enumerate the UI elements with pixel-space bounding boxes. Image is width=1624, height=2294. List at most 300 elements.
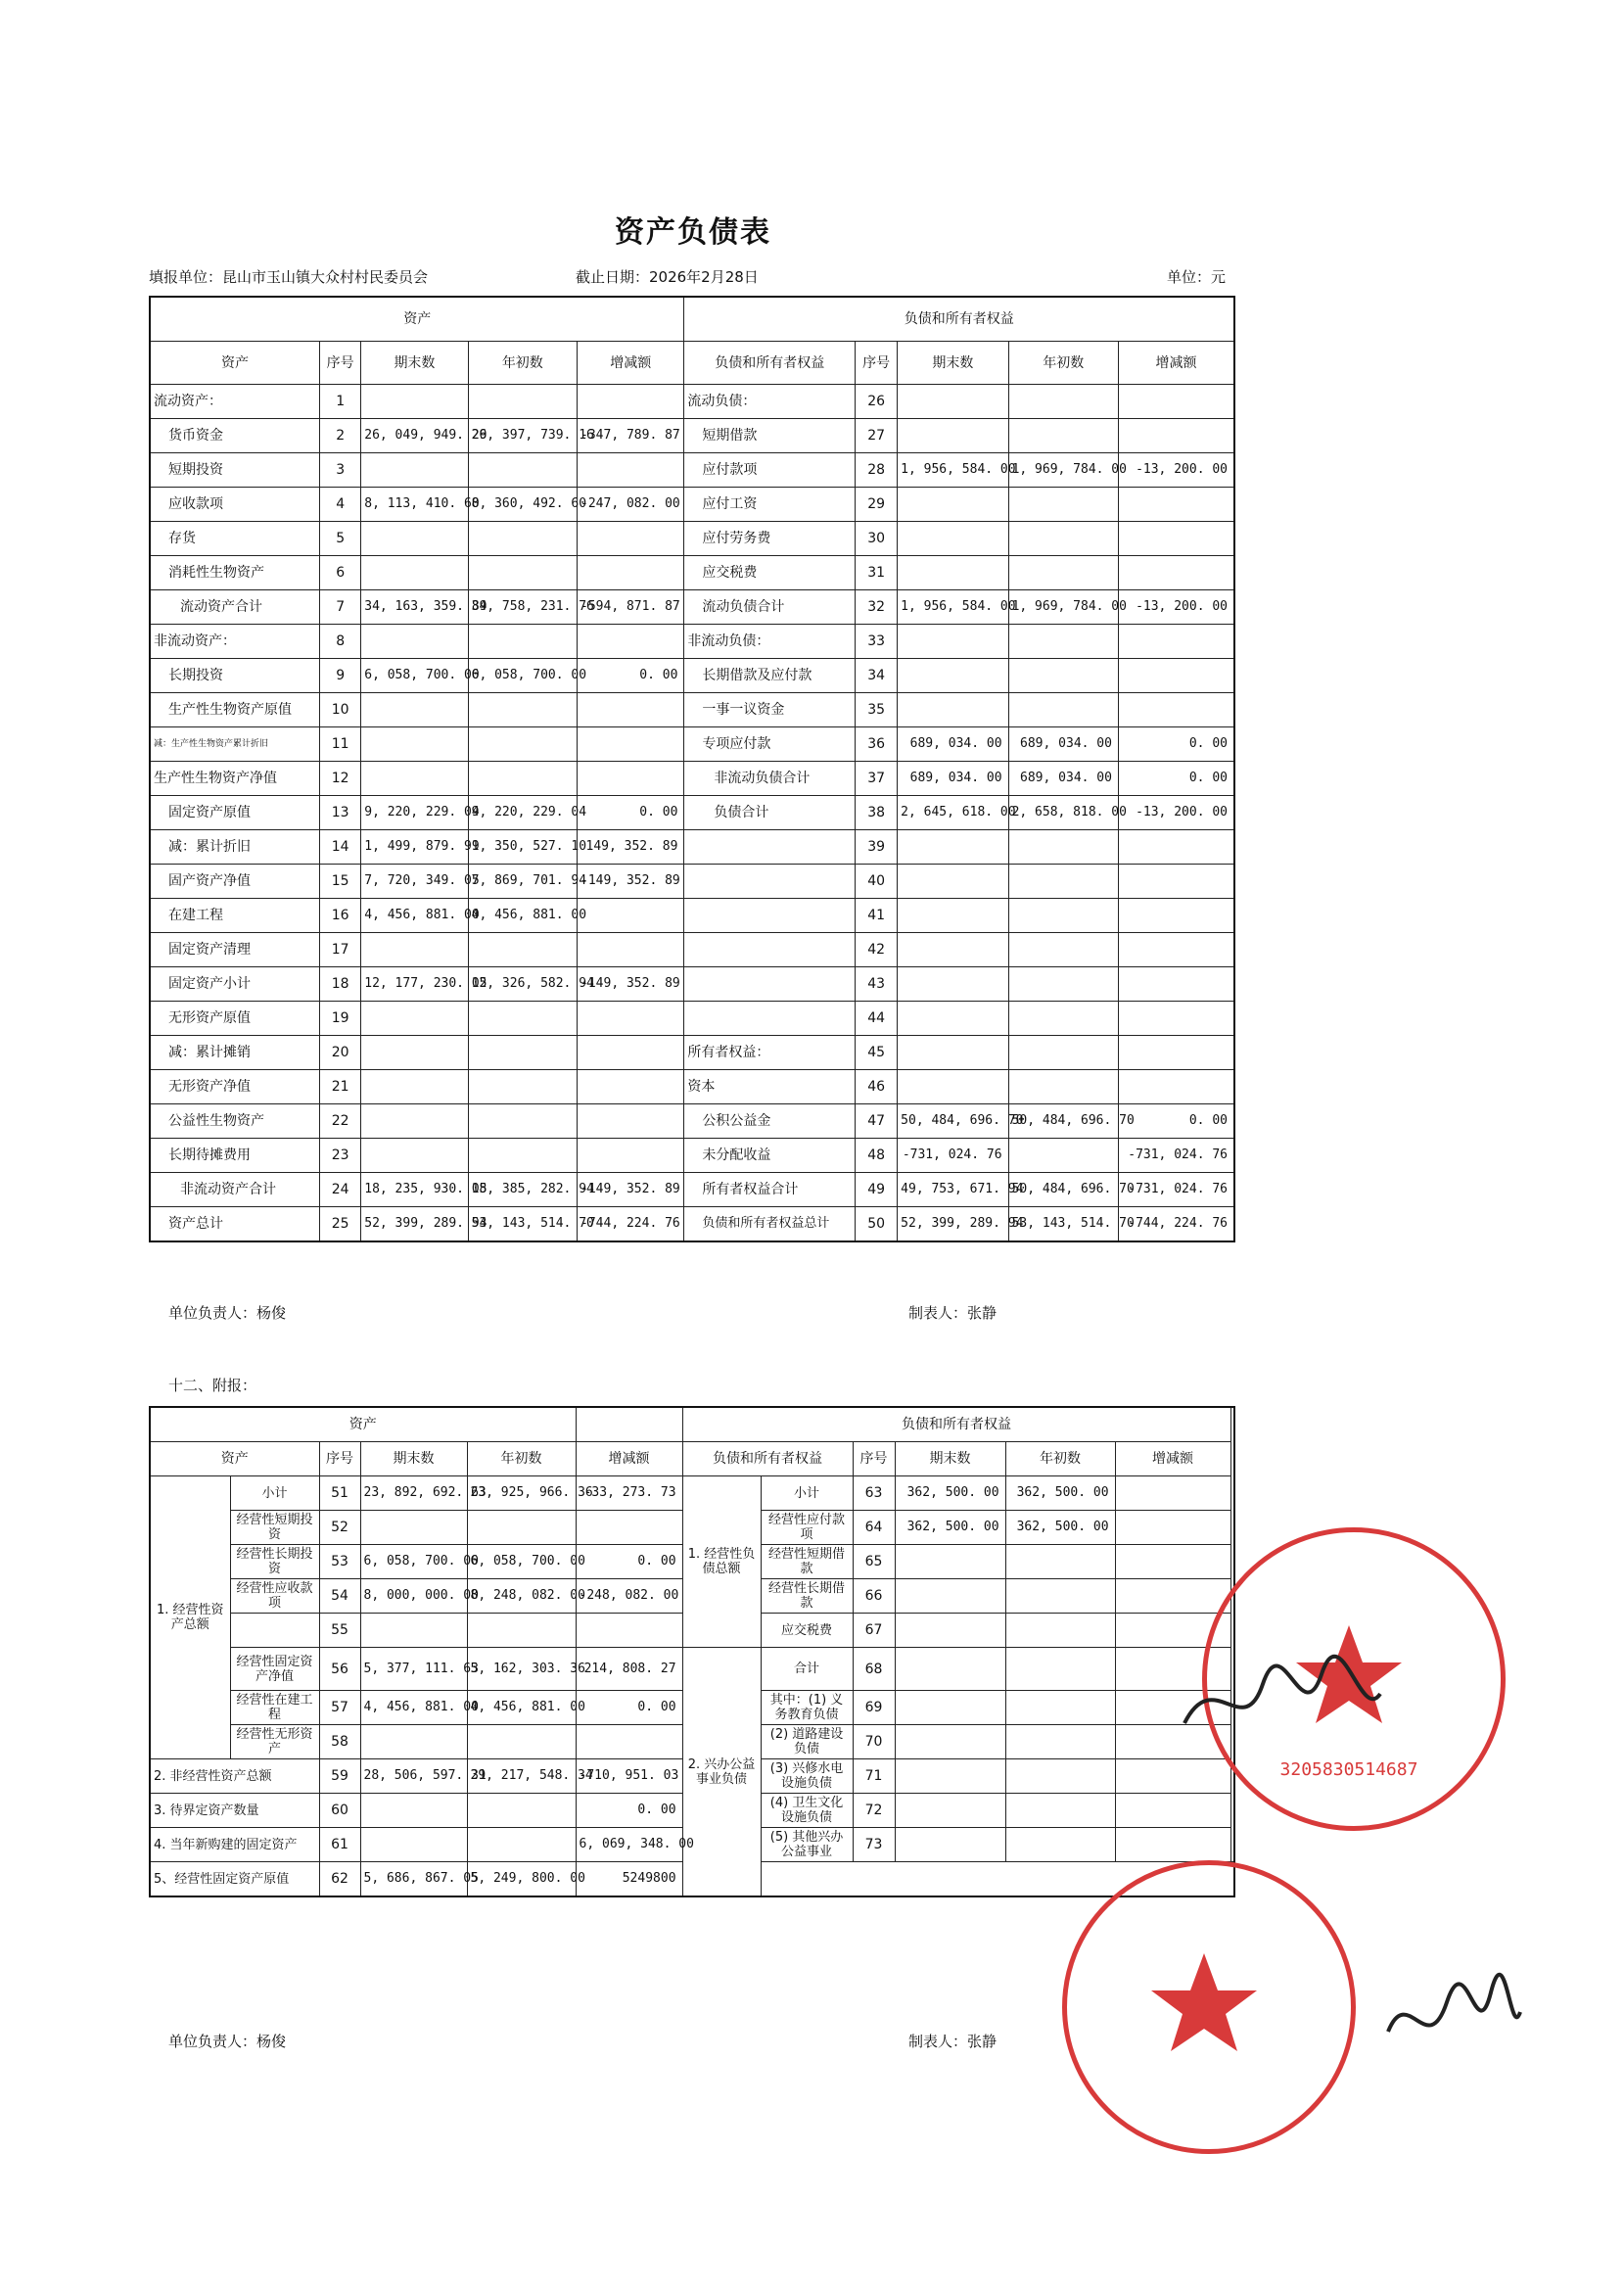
row-value: 0. 00 [578,796,684,830]
row-value: 2, 645, 618. 00 [898,796,1008,830]
row-value [895,1691,1005,1725]
row-value [468,1139,577,1173]
row-label: 货币资金 [150,419,320,453]
row-value: 0. 00 [1118,762,1234,796]
row-index: 25 [320,1207,361,1242]
row-label: 无形资产净值 [150,1070,320,1104]
row-value [1005,1545,1115,1579]
row-value: -33, 273. 73 [576,1476,682,1511]
row-label: 小计 [761,1476,853,1511]
row-value [1008,556,1118,590]
col-header: 增减额 [576,1442,682,1476]
row-value [1118,488,1234,522]
row-index: 37 [856,762,898,796]
row-label: 存货 [150,522,320,556]
row-value [578,385,684,419]
row-value [468,1002,577,1036]
row-index: 32 [856,590,898,625]
row-label: 负债和所有者权益总计 [684,1207,856,1242]
row-label: 应收款项 [150,488,320,522]
row-value: 18, 385, 282. 94 [468,1173,577,1207]
row-value: 5, 686, 867. 05 [360,1862,467,1897]
row-value: 0. 00 [578,659,684,693]
row-value: 8, 000, 000. 00 [360,1579,467,1614]
row-index: 5 [320,522,361,556]
signature-preparer-1: 制表人：张静 [908,1304,998,1322]
row-value [898,556,1008,590]
row-value [1118,865,1234,899]
row-index: 45 [856,1036,898,1070]
row-value [576,1511,682,1545]
row-value [467,1794,576,1828]
row-index: 63 [853,1476,895,1511]
row-value [895,1759,1005,1794]
group-header-assets: 资产 [150,297,684,342]
row-label: (3) 兴修水电设施负债 [761,1759,853,1794]
row-value [361,693,468,727]
row-value [1005,1691,1115,1725]
appendix-group-header-assets: 资产 [150,1407,576,1442]
table-row [150,488,1234,522]
row-value: -13, 200. 00 [1118,453,1234,488]
row-value [361,933,468,967]
row-value [468,625,577,659]
table-row [150,1476,1234,1511]
currency-unit: 单位：元 [1167,268,1227,286]
row-value [1008,933,1118,967]
row-index: 34 [856,659,898,693]
row-value [468,762,577,796]
row-value [898,830,1008,865]
row-label: 一事一议资金 [684,693,856,727]
row-value: 9, 220, 229. 04 [361,796,468,830]
row-index: 27 [856,419,898,453]
row-value [1008,488,1118,522]
row-value: 6, 058, 700. 00 [468,659,577,693]
row-value [578,899,684,933]
row-index: 35 [856,693,898,727]
row-value: 5, 162, 303. 36 [467,1648,576,1691]
group-label: 1. 经营性负债总额 [682,1476,761,1648]
row-label: 流动负债合计 [684,590,856,625]
row-value: 5249800 [576,1862,682,1897]
row-value: -731, 024. 76 [898,1139,1008,1173]
row-value [1008,1139,1118,1173]
row-value: 5, 249, 800. 00 [467,1862,576,1897]
row-value [468,933,577,967]
row-value [468,385,577,419]
col-header: 负债和所有者权益 [682,1442,853,1476]
row-value: 9, 220, 229. 04 [468,796,577,830]
row-value: -347, 789. 87 [578,419,684,453]
row-value [1118,830,1234,865]
row-value [467,1828,576,1862]
row-label: (4) 卫生文化设施负债 [761,1794,853,1828]
row-value [578,556,684,590]
row-value [468,1036,577,1070]
row-index: 68 [853,1648,895,1691]
village-seal-star-icon [1067,1865,1341,2139]
row-value [898,488,1008,522]
row-index: 51 [319,1476,360,1511]
row-index: 12 [320,762,361,796]
row-value [467,1725,576,1759]
row-index: 22 [320,1104,361,1139]
row-index: 29 [856,488,898,522]
row-index: 36 [856,727,898,762]
row-value: 8, 360, 492. 60 [468,488,577,522]
row-label [684,1002,856,1036]
row-index: 3 [320,453,361,488]
row-value: 1, 350, 527. 10 [468,830,577,865]
row-index: 24 [320,1173,361,1207]
row-value: 53, 143, 514. 70 [1008,1207,1118,1242]
row-label: 长期投资 [150,659,320,693]
row-value: 689, 034. 00 [898,727,1008,762]
row-value: 362, 500. 00 [1005,1476,1115,1511]
handwritten-signature-icon [1175,1645,1390,1753]
row-index: 49 [856,1173,898,1207]
row-label: 资产总计 [150,1207,320,1242]
row-value [1118,933,1234,967]
row-label: 经营性固定资产净值 [230,1648,319,1691]
row-value [1005,1828,1115,1862]
row-label: 固产资产净值 [150,865,320,899]
row-label: 合计 [761,1648,853,1691]
row-index: 67 [853,1614,895,1648]
row-label [684,899,856,933]
row-label: 在建工程 [150,899,320,933]
row-value: -149, 352. 89 [578,865,684,899]
row-index: 59 [319,1759,360,1794]
table-row [150,659,1234,693]
col-header: 增减额 [578,342,684,385]
row-value [895,1545,1005,1579]
row-value: 28, 506, 597. 31 [360,1759,467,1794]
row-label: 应付款项 [684,453,856,488]
row-label: 减：累计摊销 [150,1036,320,1070]
row-value [578,453,684,488]
row-label: 应交税费 [761,1614,853,1648]
row-index: 19 [320,1002,361,1036]
row-value: 149, 352. 89 [578,830,684,865]
table-row [150,1648,1234,1691]
table-row [150,1173,1234,1207]
row-value [1118,967,1234,1002]
row-label: 应付工资 [684,488,856,522]
table-row [150,727,1234,762]
row-value [361,727,468,762]
row-label [684,933,856,967]
row-value: 12, 177, 230. 05 [361,967,468,1002]
row-label [684,865,856,899]
table-row [150,590,1234,625]
row-value [1118,693,1234,727]
row-value: 8, 248, 082. 00 [467,1579,576,1614]
row-index: 64 [853,1511,895,1545]
row-value: 23, 892, 692. 63 [360,1476,467,1511]
row-value [578,1036,684,1070]
row-index: 15 [320,865,361,899]
row-value [898,419,1008,453]
row-value [468,727,577,762]
row-value [1118,385,1234,419]
row-label: 生产性生物资产原值 [150,693,320,727]
row-label [230,1614,319,1648]
row-index: 31 [856,556,898,590]
row-value: 50, 484, 696. 70 [1008,1173,1118,1207]
row-value [1005,1794,1115,1828]
row-index: 1 [320,385,361,419]
col-header: 增减额 [1118,342,1234,385]
row-label: 长期借款及应付款 [684,659,856,693]
row-value [895,1828,1005,1862]
row-value [1005,1648,1115,1691]
row-value [468,1104,577,1139]
row-value [467,1614,576,1648]
group-header-liabilities: 负债和所有者权益 [684,297,1234,342]
row-value [1008,522,1118,556]
row-value: 50, 484, 696. 70 [898,1104,1008,1139]
row-value: 1, 969, 784. 00 [1008,590,1118,625]
row-label: 小计 [230,1476,319,1511]
row-value [898,659,1008,693]
row-value: -149, 352. 89 [578,1173,684,1207]
signature-head-1: 单位负责人：杨俊 [168,1304,287,1322]
row-label: 无形资产原值 [150,1002,320,1036]
row-index: 13 [320,796,361,830]
col-header: 序号 [320,342,361,385]
row-value [1008,419,1118,453]
signature-preparer-2: 制表人：张静 [908,2033,998,2050]
row-index: 39 [856,830,898,865]
row-label: 流动负债： [684,385,856,419]
row-index: 21 [320,1070,361,1104]
row-label: 经营性长期借款 [761,1579,853,1614]
table-row [150,1104,1234,1139]
row-value [1005,1579,1115,1614]
row-value: 7, 720, 349. 05 [361,865,468,899]
row-index: 41 [856,899,898,933]
row-value [361,1139,468,1173]
row-label: 经营性应付款项 [761,1511,853,1545]
row-value: 34, 163, 359. 89 [361,590,468,625]
row-index: 40 [856,865,898,899]
signature-head-2: 单位负责人：杨俊 [168,2033,287,2050]
row-value [1008,830,1118,865]
row-index: 2 [320,419,361,453]
col-header: 资产 [150,1442,319,1476]
row-index: 53 [319,1545,360,1579]
row-value [576,1614,682,1648]
row-value [898,693,1008,727]
row-value [361,556,468,590]
row-index: 73 [853,1828,895,1862]
row-label: 公益性生物资产 [150,1104,320,1139]
table-row [150,1070,1234,1104]
row-value [1118,659,1234,693]
row-value [361,762,468,796]
row-label: 所有者权益合计 [684,1173,856,1207]
row-label: 3. 待界定资产数量 [150,1794,319,1828]
row-index: 6 [320,556,361,590]
table-row [150,762,1234,796]
row-index: 44 [856,1002,898,1036]
table-row [150,796,1234,830]
row-value [467,1511,576,1545]
cutoff-date: 截止日期：2026年2月28日 [576,268,759,286]
row-value: 12, 326, 582. 94 [468,967,577,1002]
col-header: 年初数 [1005,1442,1115,1476]
row-label: 流动资产合计 [150,590,320,625]
row-label: 消耗性生物资产 [150,556,320,590]
row-index: 52 [319,1511,360,1545]
group-label: 1. 经营性资产总额 [150,1476,230,1759]
row-index: 7 [320,590,361,625]
row-value [1118,625,1234,659]
reporting-unit: 填报单位：昆山市玉山镇大众村村民委员会 [149,268,429,286]
row-index: 70 [853,1725,895,1759]
row-value [1005,1725,1115,1759]
row-value: 362, 500. 00 [895,1511,1005,1545]
row-value [1008,693,1118,727]
row-index: 42 [856,933,898,967]
col-header: 期末数 [895,1442,1005,1476]
row-value: 49, 753, 671. 94 [898,1173,1008,1207]
row-label: 5、经营性固定资产原值 [150,1862,319,1897]
row-value [578,933,684,967]
row-value [1008,899,1118,933]
row-value [898,899,1008,933]
row-value [361,522,468,556]
row-label: 短期借款 [684,419,856,453]
row-value [360,1725,467,1759]
table-row [150,1002,1234,1036]
row-value [578,1070,684,1104]
row-value [898,385,1008,419]
handwritten-signature-2-icon [1378,1973,1525,2071]
row-value [898,1070,1008,1104]
row-index: 9 [320,659,361,693]
row-label: 经营性长期投资 [230,1545,319,1579]
row-value: 1, 499, 879. 99 [361,830,468,865]
col-header: 增减额 [1115,1442,1230,1476]
table-row [150,625,1234,659]
row-index: 60 [319,1794,360,1828]
group-label: 2. 兴办公益事业负债 [682,1648,761,1897]
row-label: 负债合计 [684,796,856,830]
row-value [360,1828,467,1862]
appendix-label: 十二、附报： [168,1377,257,1394]
row-index: 38 [856,796,898,830]
row-value [361,1036,468,1070]
row-value: 2, 658, 818. 00 [1008,796,1118,830]
row-value [1118,1070,1234,1104]
table-row [150,1036,1234,1070]
table-row [150,1207,1234,1242]
row-label: 非流动负债合计 [684,762,856,796]
row-label: 公积公益金 [684,1104,856,1139]
row-value [1118,1036,1234,1070]
row-value: 689, 034. 00 [898,762,1008,796]
row-value [1008,625,1118,659]
row-label [684,830,856,865]
row-value: 8, 113, 410. 60 [361,488,468,522]
row-value: 0. 00 [1118,1104,1234,1139]
row-value [360,1614,467,1648]
row-label: (2) 道路建设负债 [761,1725,853,1759]
row-value: 26, 049, 949. 29 [361,419,468,453]
row-value: -247, 082. 00 [578,488,684,522]
row-value [578,1002,684,1036]
row-index: 71 [853,1759,895,1794]
appendix-table [149,1406,1235,1897]
row-value [578,625,684,659]
row-label: 流动资产： [150,385,320,419]
row-label: 固定资产清理 [150,933,320,967]
row-index: 55 [319,1614,360,1648]
row-label: 固定资产原值 [150,796,320,830]
row-value: 0. 00 [576,1794,682,1828]
row-value [898,1002,1008,1036]
row-value [1118,556,1234,590]
row-value [361,453,468,488]
row-value: 214, 808. 27 [576,1648,682,1691]
row-label: (5) 其他兴办公益事业 [761,1828,853,1862]
row-label: 非流动资产： [150,625,320,659]
row-value [578,522,684,556]
finance-seal-code: 3205830514687 [1279,1759,1418,1780]
row-value: -731, 024. 76 [1118,1139,1234,1173]
row-value [898,1036,1008,1070]
row-value [898,865,1008,899]
row-label: 固定资产小计 [150,967,320,1002]
col-header: 年初数 [1008,342,1118,385]
table-row [150,453,1234,488]
table-row [150,693,1234,727]
row-value: 4, 456, 881. 00 [467,1691,576,1725]
row-index: 50 [856,1207,898,1242]
row-index: 46 [856,1070,898,1104]
row-index: 54 [319,1579,360,1614]
row-value: 50, 484, 696. 70 [1008,1104,1118,1139]
row-value [578,727,684,762]
row-label: 长期待摊费用 [150,1139,320,1173]
row-label: 减：生产性生物资产累计折旧 [150,727,320,762]
row-value [468,522,577,556]
row-value: 1, 956, 584. 00 [898,590,1008,625]
row-index: 62 [319,1862,360,1897]
row-index: 28 [856,453,898,488]
row-value [361,1070,468,1104]
row-value [1005,1759,1115,1794]
table-row [150,967,1234,1002]
row-value [360,1511,467,1545]
row-value [1008,1002,1118,1036]
row-value: 6, 058, 700. 00 [360,1545,467,1579]
col-header: 资产 [150,342,320,385]
col-header: 期末数 [361,342,468,385]
row-label: 短期投资 [150,453,320,488]
row-index: 20 [320,1036,361,1070]
row-value: 1, 956, 584. 00 [898,453,1008,488]
row-value: 689, 034. 00 [1008,762,1118,796]
row-index: 23 [320,1139,361,1173]
col-header: 负债和所有者权益 [684,342,856,385]
table-row [150,556,1234,590]
row-value [1008,1036,1118,1070]
table-row [150,385,1234,419]
